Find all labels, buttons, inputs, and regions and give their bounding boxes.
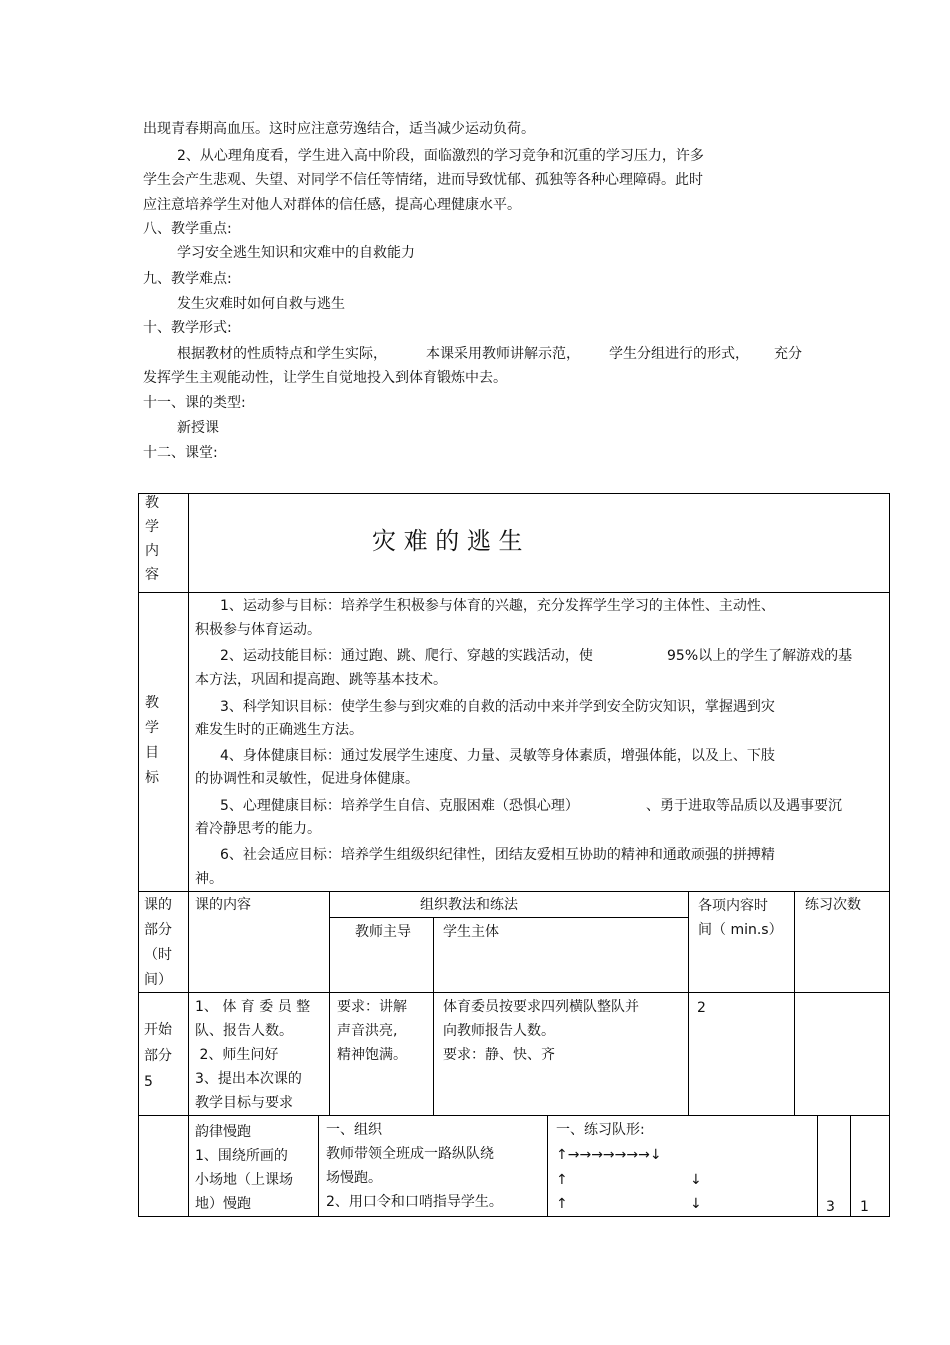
header-content: 课的内容 <box>195 897 251 913</box>
run-time: 3 <box>826 1199 835 1215</box>
goal-label: 教 学 目 标 <box>145 695 159 786</box>
start-time: 2 <box>697 1000 706 1016</box>
goal-4-line-1: 4、身体健康目标：通过发展学生速度、力量、灵敏等身体素质，增强体能，以及上、下肢 <box>220 748 775 764</box>
text-10e: 发挥学生主观能动性，让学生自觉地投入到体育锻炼中去。 <box>143 370 507 386</box>
intro-line-2: 2、从心理角度看，学生进入高中阶段，面临激烈的学习竞争和沉重的学习压力，许多 <box>177 148 704 164</box>
goal-5-line-2: 着冷静思考的能力。 <box>195 821 321 837</box>
header-count: 练习次数 <box>805 897 861 913</box>
header-student: 学生主体 <box>443 924 499 940</box>
header-teacher: 教师主导 <box>355 924 411 940</box>
heading-11: 十一、课的类型: <box>143 395 246 411</box>
text-10b: 本课采用教师讲解示范， <box>426 346 580 362</box>
goal-2-line-2: 本方法，巩固和提高跑、跳等基本技术。 <box>195 672 447 688</box>
intro-line-1: 出现青春期高血压。这时应注意劳逸结合，适当减少运动负荷。 <box>143 121 535 137</box>
goal-5-line-1b: 、勇于进取等品质以及遇事要沉 <box>646 798 842 814</box>
text-10d: 充分 <box>774 346 802 362</box>
text-8: 学习安全逃生知识和灾难中的自救能力 <box>177 245 415 261</box>
text-9: 发生灾难时如何自救与逃生 <box>177 296 345 312</box>
start-content: 1、 体 育 委 员 整 队、报告人数。 2、师生问好 3、提出本次课的 教学目标与要求 <box>195 999 311 1111</box>
goal-6-line-2: 神。 <box>195 871 223 887</box>
run-content: 韵律慢跑 1、围绕所画的 小场地（上课场 地）慢跑 <box>195 1124 293 1212</box>
header-method: 组织教法和练法 <box>420 897 518 913</box>
intro-line-4: 应注意培养学生对他人对群体的信任感，提高心理健康水平。 <box>143 197 521 213</box>
start-student: 体育委员按要求四列横队整队并 向教师报告人数。 要求：静、快、齐 <box>443 999 639 1063</box>
run-count: 1 <box>860 1199 869 1215</box>
heading-10: 十、教学形式: <box>143 320 232 336</box>
goal-3-line-2: 难发生时的正确逃生方法。 <box>195 722 363 738</box>
heading-9: 九、教学难点: <box>143 271 232 287</box>
goal-2-line-1b: 95%以上的学生了解游戏的基 <box>667 648 853 664</box>
start-teacher: 要求：讲解 声音洪亮, 精神饱满。 <box>337 999 407 1063</box>
goal-3-line-1: 3、科学知识目标：使学生参与到灾难的自救的活动中来并学到安全防灾知识，掌握遇到灾 <box>220 699 775 715</box>
heading-8: 八、教学重点: <box>143 221 232 237</box>
text-11: 新授课 <box>177 420 219 436</box>
goal-2-line-1: 2、运动技能目标：通过跑、跳、爬行、穿越的实践活动，使 <box>220 648 593 664</box>
goal-5-line-1: 5、心理健康目标：培养学生自信、克服困难（恐惧心理） <box>220 798 579 814</box>
run-organization: 一、组织 教师带领全班成一路纵队绕 场慢跑。 2、用口令和口哨指导学生。 <box>326 1122 503 1210</box>
goal-6-line-1: 6、社会适应目标：培养学生组级织纪律性，团结友爱相互协助的精神和通敢顽强的拼搏精 <box>220 847 775 863</box>
header-time: 各项内容时 间（ min.s） <box>698 898 783 938</box>
start-part: 开始 部分 5 <box>144 1022 172 1090</box>
lesson-title: 灾 难 的 逃 生 <box>372 527 523 555</box>
intro-line-3: 学生会产生悲观、失望、对同学不信任等情绪，进而导致忧郁、孤独等各种心理障碍。此时 <box>143 172 703 188</box>
text-10a: 根据教材的性质特点和学生实际， <box>177 346 387 362</box>
goal-4-line-2: 的协调性和灵敏性，促进身体健康。 <box>195 771 419 787</box>
header-part: 课的 部分 （时 间） <box>144 897 172 988</box>
content-label: 教 学 内 容 <box>145 495 159 583</box>
goal-1-line-1: 1、运动参与目标：培养学生积极参与体育的兴趣，充分发挥学生学习的主体性、主动性、 <box>220 598 775 614</box>
heading-12: 十二、课堂: <box>143 445 218 461</box>
text-10c: 学生分组进行的形式， <box>609 346 749 362</box>
goal-1-line-2: 积极参与体育运动。 <box>195 622 321 638</box>
